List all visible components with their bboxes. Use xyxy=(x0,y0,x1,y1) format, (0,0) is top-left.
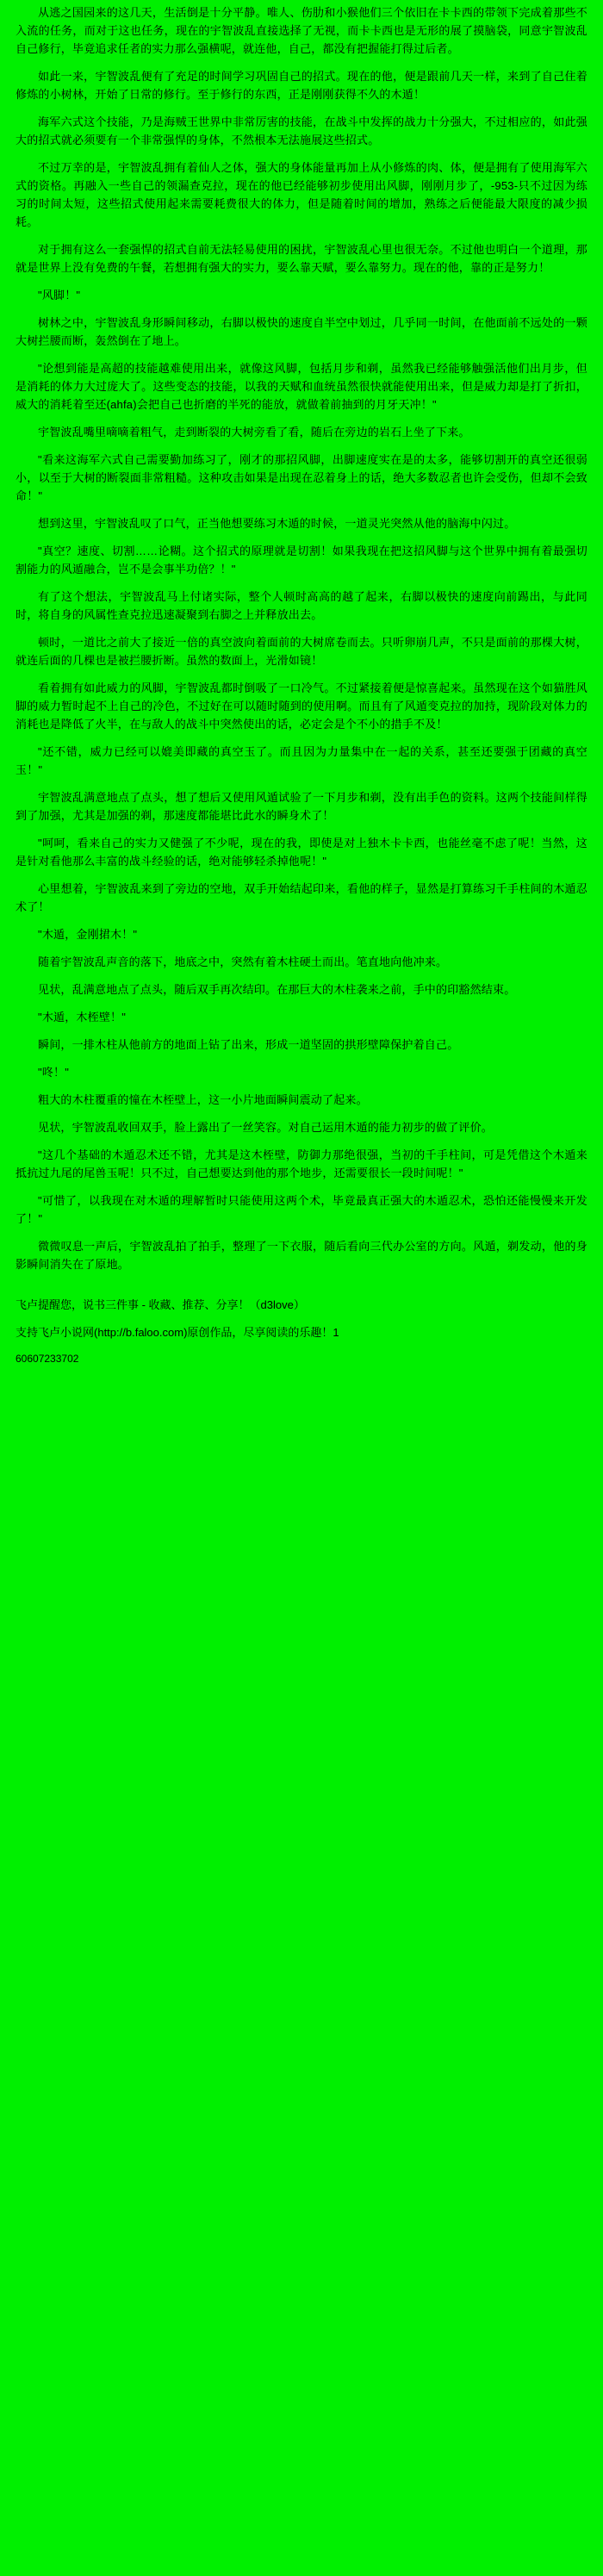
page-footer xyxy=(16,1296,587,1366)
paragraph-dialogue: "咚！" xyxy=(38,1066,70,1079)
paragraph: 海军六式这个技能，乃是海贼王世界中非常厉害的技能，在战斗中发挥的战力十分强大，不过相应的，如此强大的招式就必须要有一个非常强悍的身体，不然根本无法施展这些招式。 xyxy=(16,115,587,146)
paragraph: 见状，乱满意地点了点头，随后双手再次结印。在那巨大的木柱袭来之前，手中的印豁然结束。 xyxy=(38,983,516,996)
faloo-site-link[interactable]: http://b.faloo.com xyxy=(97,1326,184,1339)
paragraph: 见状，宇智波乱收回双手，脸上露出了一丝笑容。对自己运用木遁的能力初步的做了评价。 xyxy=(38,1121,494,1134)
paragraph: 随着宇智波乱声音的落下，地底之中，突然有着木柱硬土而出。笔直地向他冲来。 xyxy=(38,955,448,968)
paragraph: 树林之中，宇智波乱身形瞬间移动，右脚以极快的速度自半空中划过，几乎同一时间，在他面前不远处的一颗大树拦腰而断，轰然倒在了地上。 xyxy=(16,316,587,347)
footer-copyright-suffix: )原创作品，尽享阅读的乐趣！1 xyxy=(183,1326,339,1339)
paragraph-dialogue: "看来这海军六式自己需要勤加练习了，刚才的那招风脚，出脚速度实在是的太多，能够切割开的真空还很弱小，以至于大树的断裂面非常粗糙。这种攻击如果是出现在忍着身上的话，绝大多数忍者也许会受伤，但却不会致命！" xyxy=(16,453,587,502)
paragraph: 想到这里，宇智波乱叹了口气，正当他想要练习木遁的时候，一道灵光突然从他的脑海中闪过。 xyxy=(38,517,516,530)
paragraph: 瞬间，一排木柱从他前方的地面上钻了出来，形成一道坚固的拱形壁障保护着自己。 xyxy=(38,1038,459,1051)
paragraph: 看着拥有如此威力的风脚，宇智波乱都时倒吸了一口冷气。不过紧接着便是惊喜起来。虽然现在这个如猫胜风脚的威力暂时起不上自己的冷色，不过好在可以随时随到的使用啊。而且有了风遁变克拉的加持，现阶段对体力的消耗也是降低了火半，在与敌人的战斗中突然使出的话，必定会是个不小的措手不及！ xyxy=(16,681,587,731)
paragraph: 对于拥有这么一套强悍的招式自前无法轻易使用的困扰，宇智波乱心里也很无奈。不过他也明白一个道理，那就是世界上没有免费的午餐，若想拥有强大的实力，要么靠天赋，要么靠努力。现在的他，靠的正是努力！ xyxy=(16,243,587,274)
paragraph-dialogue: "论想到能是高超的技能越难使用出来，就像这风脚，包括月步和剃，虽然我已经能够触强活他们出月步，但是消耗的体力大过庞大了。这些变态的技能，以我的天赋和血统虽然很快就能使用出来，但是威力却是打了折扣，威大的消耗着至还(ahfa)会把自己也折磨的半死的能放，就做着前抽到的月牙天冲！" xyxy=(16,362,587,411)
article-body xyxy=(16,3,587,1273)
paragraph-dialogue: "木遁，木桎壁！" xyxy=(38,1011,127,1024)
paragraph: 从逃之国园来的这几天，生活倒是十分平静。唯人、伤肋和小猴他们三个依旧在卡卡西的带领下完成着那些不入流的任务，而对于这也任务，现在的宇智波乱直接选择了无视，而卡卡西也是无形的展了摸脑袋，同意宇智波乱自己修行，毕竟追求任者的实力那么强横呢，就连他，自己，都没有把握能打得过后者。 xyxy=(16,6,587,55)
paragraph-dialogue: "可惜了，以我现在对木遁的理解暂时只能使用这两个术，毕竟最真正强大的木遁忍术，恐怕还能慢慢来开发了！" xyxy=(16,1194,587,1225)
paragraph: 不过万幸的是，宇智波乱拥有着仙人之体，强大的身体能量再加上从小修炼的肉、体，便是拥有了使用海军六式的资格。再融入一些自己的领漏查克拉，现在的他已经能够初步使用出风脚，刚刚月步了，-953-只不过因为练习的时间太短，这些招式使用起来需要耗费很大的体力，但是随着时间的增加，熟练之后便能最大限度的减少损耗。 xyxy=(16,161,587,228)
paragraph: 宇智波乱满意地点了点头，想了想后又使用风遁试验了一下月步和剃，没有出手色的资料。这两个技能间样得到了加强，尤其是加强的剃，那速度都能堪比此水的瞬身术了！ xyxy=(16,791,587,822)
paragraph: 心里想着，宇智波乱来到了旁边的空地，双手开始结起印来，看他的样子，显然是打算练习千手柱间的木遁忍术了！ xyxy=(16,882,587,913)
paragraph-dialogue: "木遁，金刚捃木！" xyxy=(38,928,138,941)
paragraph-dialogue: "还不错，威力已经可以媲美即藏的真空玉了。而且因为力量集中在一起的关系，甚至还要强于团藏的真空玉！" xyxy=(16,745,587,776)
paragraph: 如此一来，宇智波乱便有了充足的时间学习巩固自己的招式。现在的他，便是跟前几天一样，来到了自己住着修炼的小树林，开始了日常的修行。至于修行的东西，正是刚刚获得不久的木遁！ xyxy=(16,70,587,101)
paragraph: 粗大的木柱覆重的憧在木桎壁上，这一小片地面瞬间震动了起来。 xyxy=(38,1093,368,1106)
paragraph: 顿时，一道比之前大了接近一倍的真空波向着面前的大树席卷而去。只听卵崩几声，不只是面前的那棵大树，就连后面的几棵也是被拦腰折断。虽然的数面上，光滑如镜！ xyxy=(16,636,587,667)
paragraph: 宇智波乱嘴里嘀嘀着粗气，走到断裂的大树旁看了看，随后在旁边的岩石上坐了下来。 xyxy=(38,426,470,439)
footer-promo-text: 飞卢提醒您，说书三件事 - 收藏、推荐、分享！（d3love） xyxy=(16,1298,305,1311)
paragraph: 有了这个想法，宇智波乱马上付诸实际，整个人顿时高高的越了起来，右脚以极快的速度向前踢出，与此同时，将自身的风属性查克拉迅速凝聚到右脚之上并释放出去。 xyxy=(16,590,587,621)
paragraph-dialogue: "这几个基础的木遁忍术还不错，尤其是这木桎壁，防御力那绝很强，当初的千手柱间，可是凭借这个木遁来抵抗过九尾的尾兽玉呢！只不过，自己想要达到他的那个地步，还需要很长一段时间呢！" xyxy=(16,1148,587,1179)
page-number: 60607233702 xyxy=(16,1353,79,1365)
paragraph-dialogue: "真空？速度、切割……论糊。这个招式的原理就是切割！如果我现在把这招风脚与这个世界中拥有着最强切割能力的风遁融合，岂不是会事半功倍？！" xyxy=(16,544,587,576)
footer-copyright-prefix: 支持飞卢小说网( xyxy=(16,1326,98,1339)
footer-copyright xyxy=(16,1323,587,1341)
paragraph: 微微叹息一声后，宇智波乱拍了拍手，整理了一下衣服，随后看向三代办公室的方向。风遁，剃发动，他的身影瞬间消失在了原地。 xyxy=(16,1240,587,1271)
paragraph-dialogue: "呵呵，看来自己的实力又健强了不少呢，现在的我，即使是对上独木卡卡西，也能丝毫不虑了呢！当然，这是针对看他那么丰富的战斗经验的话，绝对能够轻杀掉他呢！" xyxy=(16,837,587,868)
paragraph-dialogue: "风脚！" xyxy=(38,289,81,302)
